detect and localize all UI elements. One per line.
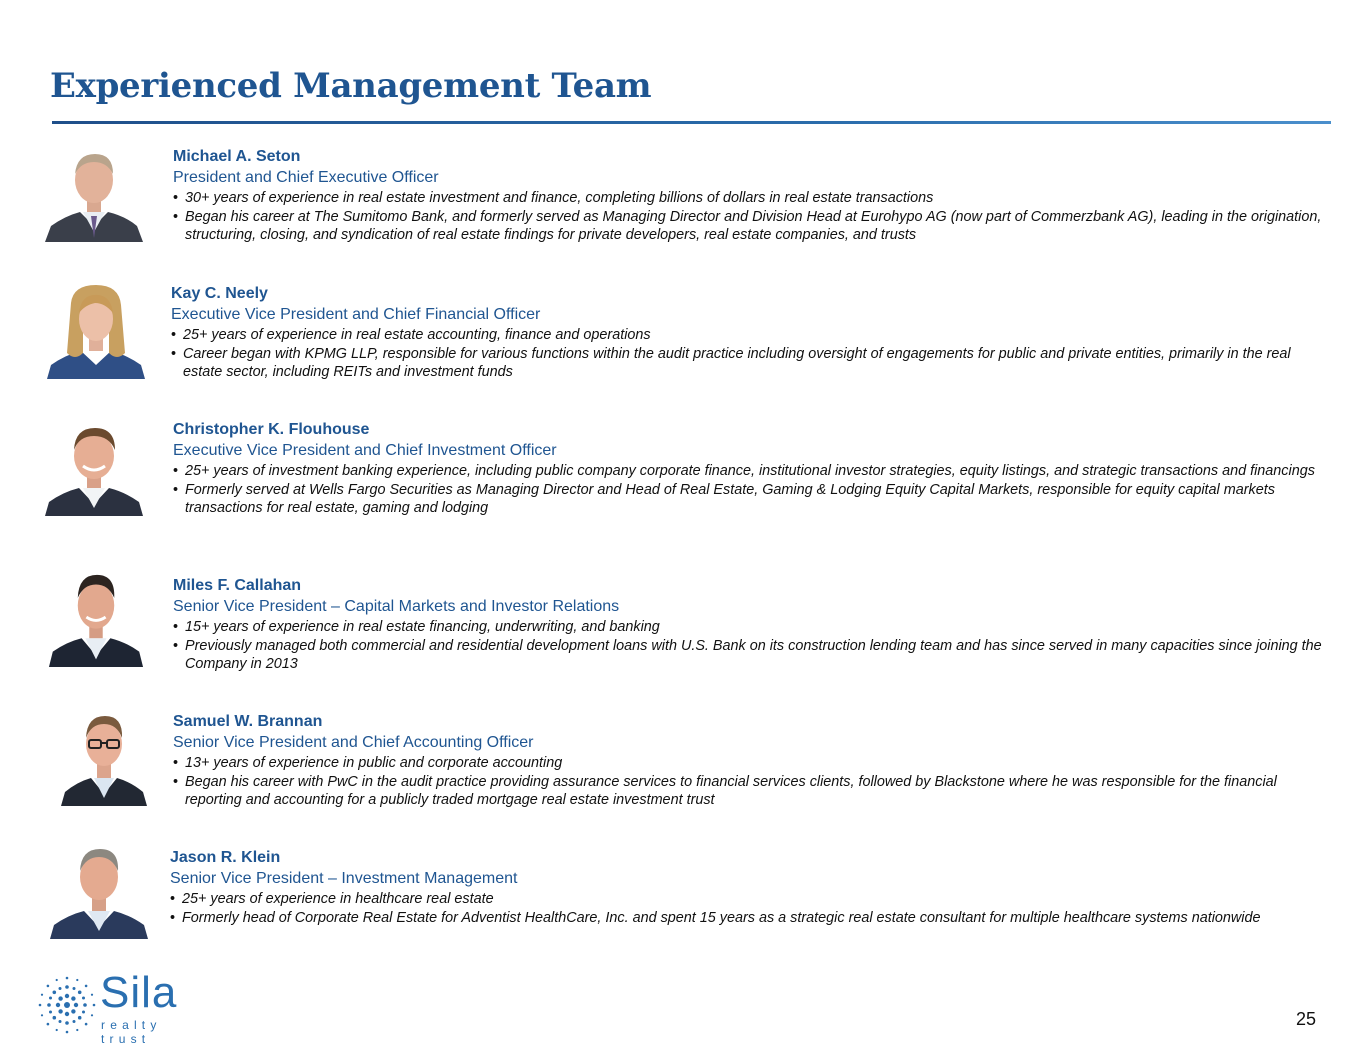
headshot-photo	[47, 571, 145, 667]
headshot-image	[45, 420, 143, 516]
member-bullets	[170, 890, 1320, 927]
member-name: Kay C. Neely	[171, 285, 268, 302]
member-name: Jason R. Klein	[170, 849, 281, 866]
member-bullets	[171, 326, 1321, 382]
bio-bullet: • Career began with KPMG LLP, responsible for various functions within the audit practice including oversight of engagements for public and private entities, primarily in the real estate sector, including REITs and investment funds	[171, 345, 1321, 382]
sunburst-icon	[36, 974, 98, 1036]
member-name: Miles F. Callahan	[173, 577, 302, 594]
member-bullets	[173, 618, 1323, 674]
company-logo	[36, 968, 216, 1046]
bio-bullet: • 30+ years of experience in real estate investment and finance, completing billions of dollars in real estate transactions	[173, 189, 1323, 208]
headshot-image	[47, 283, 145, 379]
bio-bullet: • 25+ years of experience in real estate accounting, finance and operations	[171, 326, 1321, 345]
headshot-image	[45, 146, 143, 242]
headshot-photo	[50, 843, 148, 939]
bio-bullet: • 15+ years of experience in real estate financing, underwriting, and banking	[173, 618, 1323, 637]
page-number: 25	[1296, 1009, 1317, 1029]
member-title: President and Chief Executive Officer	[173, 169, 439, 186]
member-name: Michael A. Seton	[173, 148, 301, 165]
logo-wordmark: Sila	[100, 968, 178, 1017]
member-name: Samuel W. Brannan	[173, 713, 323, 730]
member-bullets	[173, 462, 1323, 518]
bio-bullet: • 13+ years of experience in public and corporate accounting	[173, 754, 1323, 773]
headshot-photo	[55, 710, 153, 806]
member-title: Senior Vice President – Capital Markets and Investor Relations	[173, 598, 620, 615]
bio-bullet: • 25+ years of investment banking experience, including public company corporate finance, institutional investor strategies, equity listings, and strategic transactions and financings	[173, 462, 1323, 481]
headshot-image	[47, 571, 145, 667]
member-title: Senior Vice President – Investment Management	[170, 870, 518, 887]
headshot-image	[50, 843, 148, 939]
headshot-photo	[45, 146, 143, 242]
member-title: Executive Vice President and Chief Financial Officer	[171, 306, 541, 323]
headshot-photo	[45, 420, 143, 516]
bio-bullet: • Began his career at The Sumitomo Bank, and formerly served as Managing Director and Division Head at Eurohypo AG (now part of Commerzbank AG), leading in the origination, structuring, closing, and syndication of real estate findings for private developers, real estate companies, and trusts	[173, 208, 1323, 245]
page-title: Experienced Management Team	[50, 66, 652, 106]
bio-bullet: • Previously managed both commercial and residential development loans with U.S. Bank on its construction lending team and has since served in many capacities since joining the Company in 2013	[173, 637, 1323, 674]
title-divider	[52, 121, 1331, 124]
logo-tagline: realty trust	[101, 1018, 162, 1046]
bio-bullet: • Formerly served at Wells Fargo Securities as Managing Director and Head of Real Estate, Gaming & Lodging Equity Capital Markets, responsible for equity capital markets transactions for real estate, gaming and lodging	[173, 481, 1323, 518]
headshot-photo	[47, 283, 145, 379]
bio-bullet: • Formerly head of Corporate Real Estate for Adventist HealthCare, Inc. and spent 15 years as a strategic real estate consultant for multiple healthcare systems nationwide	[170, 909, 1320, 928]
member-bullets	[173, 189, 1323, 245]
headshot-image	[55, 710, 153, 806]
member-bullets	[173, 754, 1323, 810]
bio-bullet: • 25+ years of experience in healthcare real estate	[170, 890, 1320, 909]
bio-bullet: • Began his career with PwC in the audit practice providing assurance services to financial services clients, followed by Blackstone where he was responsible for the financial reporting and accounting for a publicly traded mortgage real estate investment trust	[173, 773, 1323, 810]
member-title: Executive Vice President and Chief Investment Officer	[173, 442, 557, 459]
member-name: Christopher K. Flouhouse	[173, 421, 370, 438]
member-title: Senior Vice President and Chief Accounting Officer	[173, 734, 534, 751]
